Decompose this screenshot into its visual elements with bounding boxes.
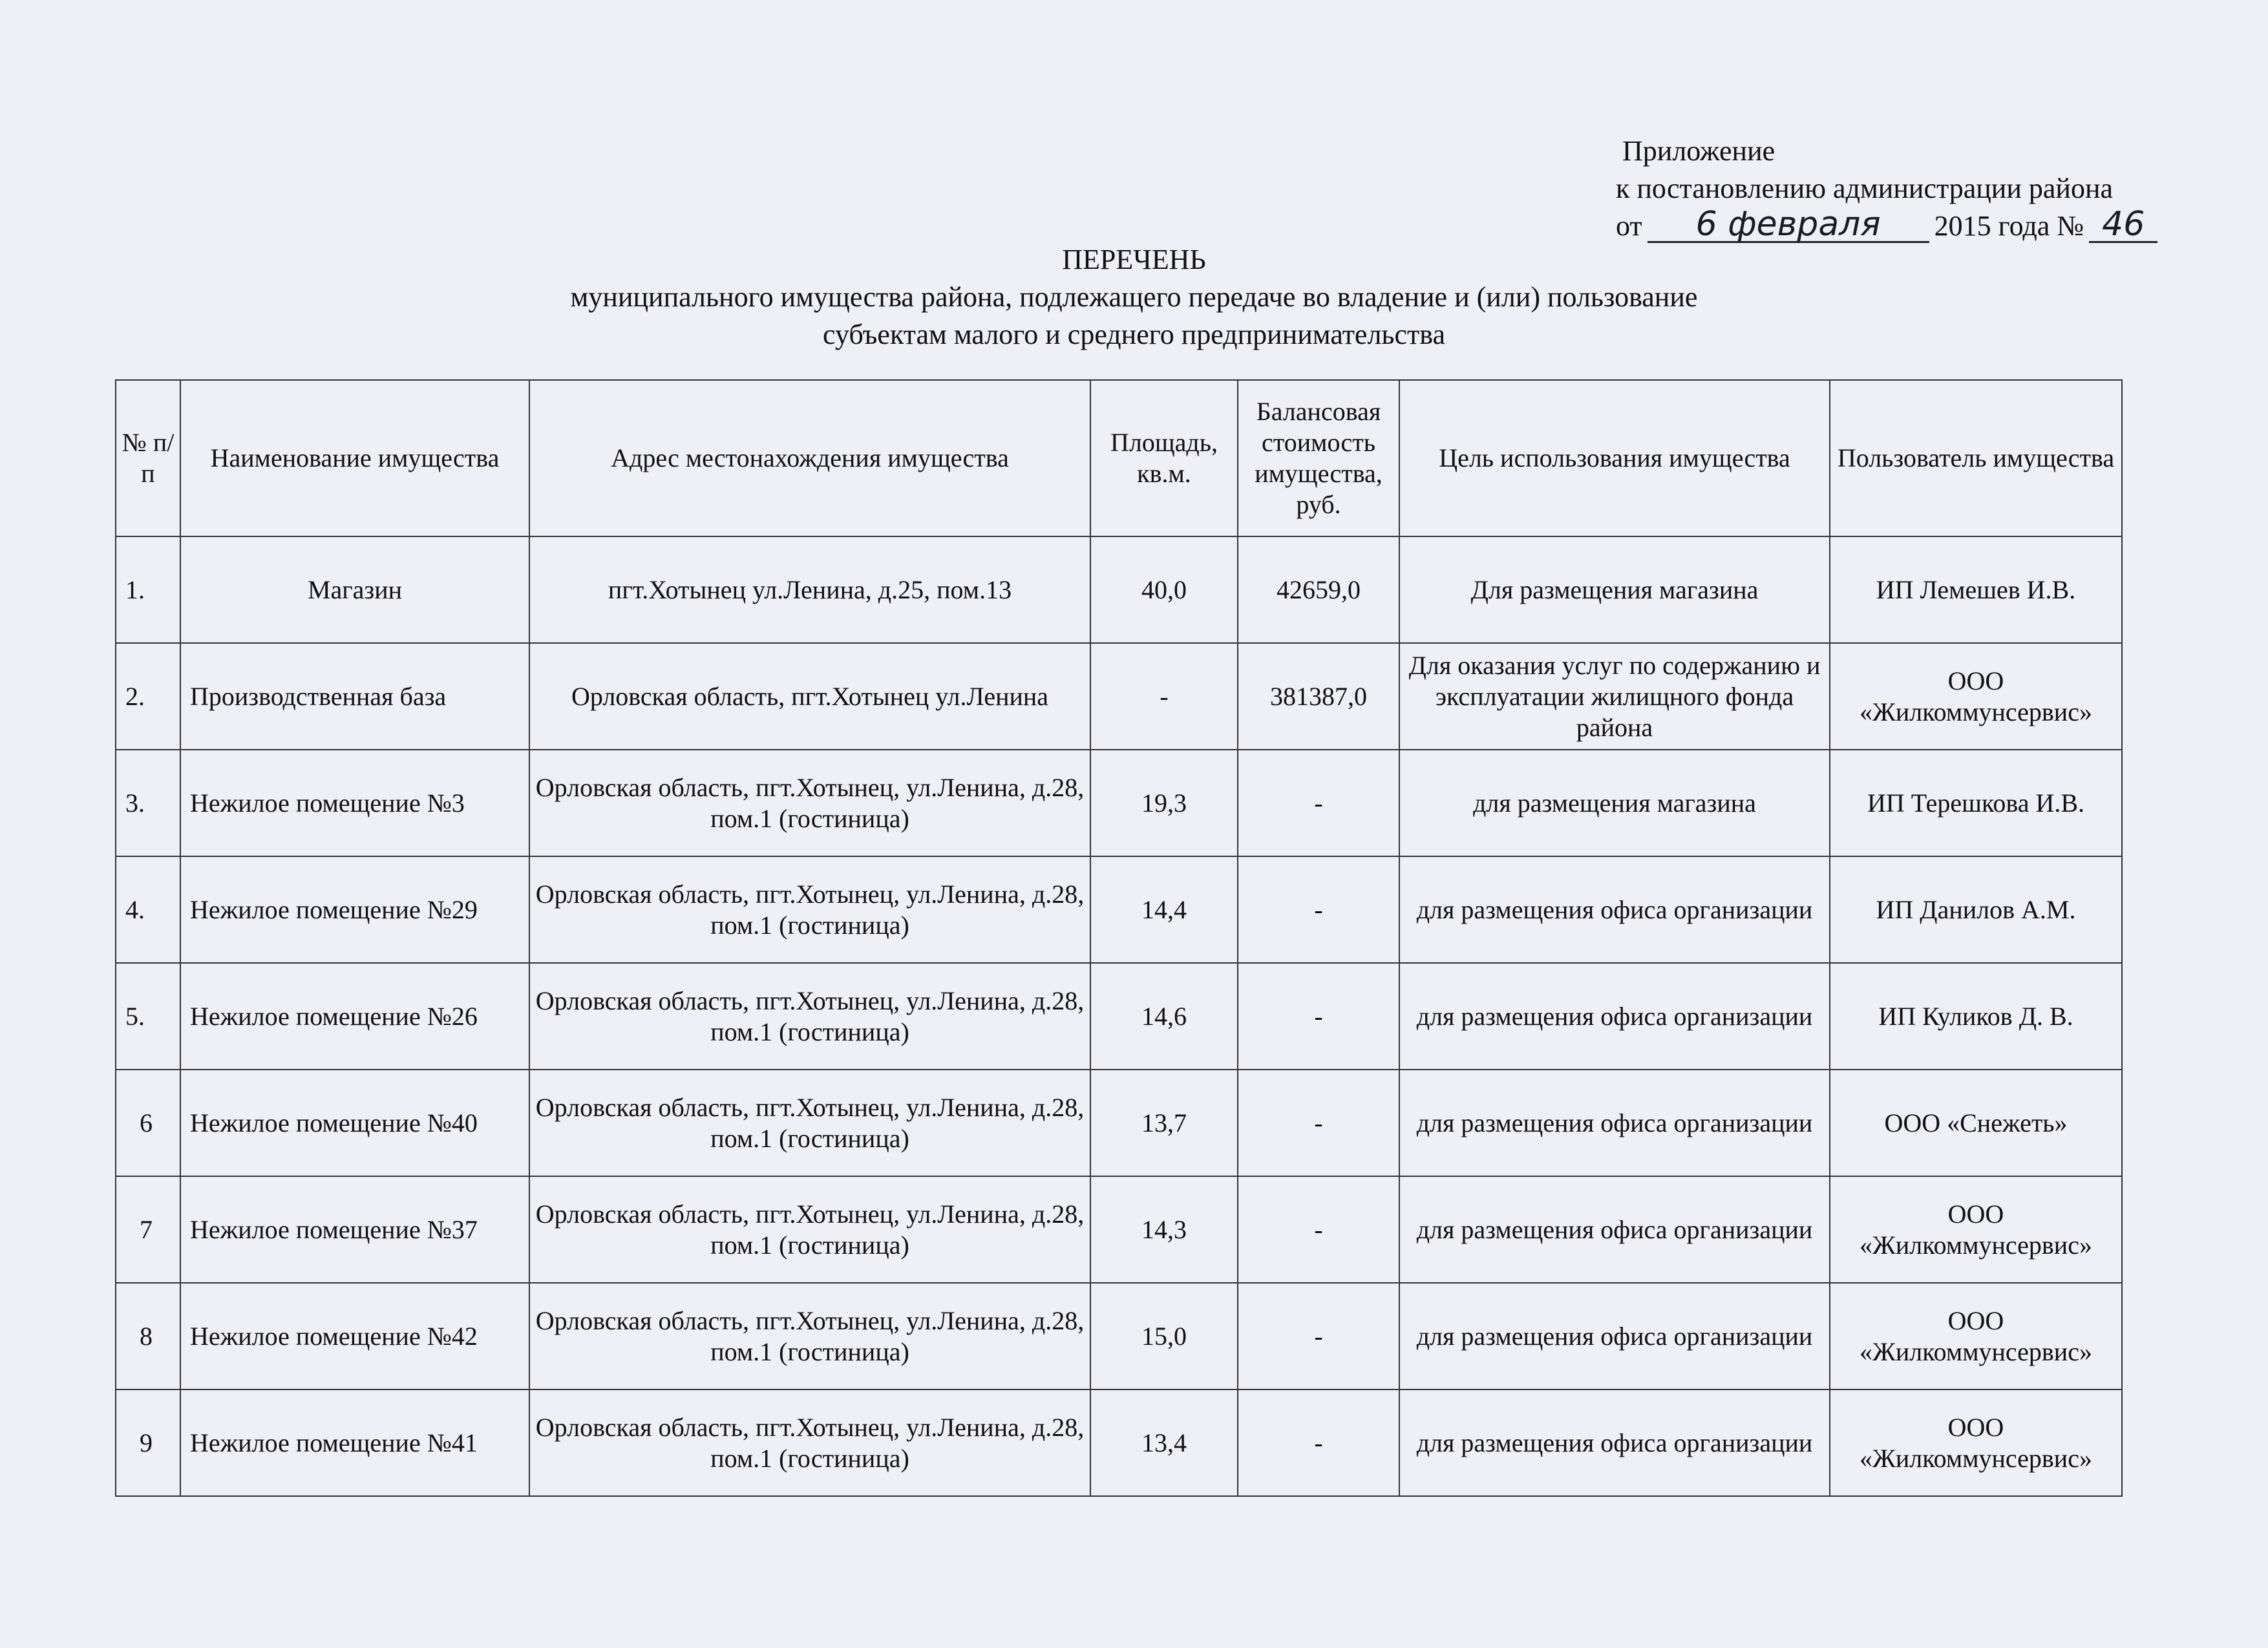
cell-cost: - — [1238, 750, 1399, 856]
cell-purpose: для размещения офиса организации — [1399, 963, 1830, 1070]
cell-purpose: для размещения офиса организации — [1399, 1283, 1830, 1389]
cell-name: Нежилое помещение №40 — [180, 1070, 529, 1176]
cell-user: ООО «Жилкоммунсервис» — [1830, 1283, 2122, 1389]
cell-cost: - — [1238, 963, 1399, 1070]
cell-user: ИП Лемешев И.В. — [1830, 536, 2122, 643]
cell-area: 13,7 — [1090, 1070, 1238, 1176]
appendix-date-line — [1616, 207, 2157, 245]
cell-address: Орловская область, пгт.Хотынец, ул.Ленина, д.28, пом.1 (гостиница) — [529, 1176, 1090, 1283]
cell-name: Нежилое помещение №29 — [180, 856, 529, 963]
cell-area: 40,0 — [1090, 536, 1238, 643]
cell-cost: - — [1238, 1176, 1399, 1283]
document-title — [0, 241, 2268, 354]
cell-name: Нежилое помещение №37 — [180, 1176, 529, 1283]
cell-user: ООО «Снежеть» — [1830, 1070, 2122, 1176]
cell-purpose: для размещения офиса организации — [1399, 1389, 1830, 1496]
header-purpose: Цель использования имущества — [1399, 380, 1830, 536]
cell-address: Орловская область, пгт.Хотынец, ул.Ленина, д.28, пом.1 (гостиница) — [529, 963, 1090, 1070]
appendix-block — [1616, 132, 2157, 245]
cell-cost: - — [1238, 1070, 1399, 1176]
cell-name: Магазин — [180, 536, 529, 643]
header-name: Наименование имущества — [180, 380, 529, 536]
cell-purpose: для размещения офиса организации — [1399, 856, 1830, 963]
header-num: № п/п — [116, 380, 180, 536]
table-row — [116, 1070, 2122, 1176]
cell-name: Нежилое помещение №42 — [180, 1283, 529, 1389]
cell-name: Нежилое помещение №3 — [180, 750, 529, 856]
cell-name: Нежилое помещение №26 — [180, 963, 529, 1070]
cell-name: Нежилое помещение №41 — [180, 1389, 529, 1496]
cell-purpose: для размещения офиса организации — [1399, 1070, 1830, 1176]
appendix-resolution: к постановлению администрации района — [1616, 173, 2114, 204]
header-area: Площадь, кв.м. — [1090, 380, 1238, 536]
table-row — [116, 1389, 2122, 1496]
cell-num: 7 — [116, 1176, 180, 1283]
cell-purpose: Для размещения магазина — [1399, 536, 1830, 643]
cell-purpose: для размещения офиса организации — [1399, 1176, 1830, 1283]
cell-area: 14,3 — [1090, 1176, 1238, 1283]
cell-area: - — [1090, 643, 1238, 750]
appendix-title: Приложение — [1622, 135, 1775, 167]
table-row — [116, 1283, 2122, 1389]
table-row — [116, 1176, 2122, 1283]
table-row — [116, 963, 2122, 1070]
cell-num: 3. — [116, 750, 180, 856]
cell-num: 5. — [116, 963, 180, 1070]
header-address: Адрес местонахождения имущества — [529, 380, 1090, 536]
title-line-1: ПЕРЕЧЕНЬ — [1062, 244, 1206, 275]
handwritten-date: 6 февраля — [1648, 207, 1929, 243]
cell-address: Орловская область, пгт.Хотынец, ул.Ленина, д.28, пом.1 (гостиница) — [529, 856, 1090, 963]
property-table — [115, 379, 2123, 1497]
cell-cost: 42659,0 — [1238, 536, 1399, 643]
cell-user: ООО «Жилкоммунсервис» — [1830, 1176, 2122, 1283]
cell-user: ИП Куликов Д. В. — [1830, 963, 2122, 1070]
cell-user: ИП Данилов А.М. — [1830, 856, 2122, 963]
cell-purpose: Для оказания услуг по содержанию и эксплуатации жилищного фонда района — [1399, 643, 1830, 750]
cell-address: пгт.Хотынец ул.Ленина, д.25, пом.13 — [529, 536, 1090, 643]
cell-cost: - — [1238, 1283, 1399, 1389]
cell-address: Орловская область, пгт.Хотынец, ул.Ленина, д.28, пом.1 (гостиница) — [529, 1283, 1090, 1389]
cell-user: ООО «Жилкоммунсервис» — [1830, 643, 2122, 750]
table-row — [116, 536, 2122, 643]
table-row — [116, 750, 2122, 856]
cell-cost: 381387,0 — [1238, 643, 1399, 750]
cell-address: Орловская область, пгт.Хотынец, ул.Ленина, д.28, пом.1 (гостиница) — [529, 750, 1090, 856]
cell-area: 15,0 — [1090, 1283, 1238, 1389]
cell-num: 2. — [116, 643, 180, 750]
from-label: от — [1616, 210, 1642, 242]
cell-num: 4. — [116, 856, 180, 963]
cell-num: 1. — [116, 536, 180, 643]
cell-address: Орловская область, пгт.Хотынец ул.Ленина — [529, 643, 1090, 750]
header-cost: Балансовая стоимость имущества, руб. — [1238, 380, 1399, 536]
cell-area: 14,4 — [1090, 856, 1238, 963]
cell-area: 19,3 — [1090, 750, 1238, 856]
title-line-2: муниципального имущества района, подлежащего передаче во владение и (или) пользование — [570, 281, 1698, 313]
cell-num: 6 — [116, 1070, 180, 1176]
year-text: 2015 года № — [1934, 210, 2084, 242]
header-user: Пользователь имущества — [1830, 380, 2122, 536]
cell-num: 9 — [116, 1389, 180, 1496]
table-header-row — [116, 380, 2122, 536]
table-row — [116, 643, 2122, 750]
cell-area: 14,6 — [1090, 963, 1238, 1070]
cell-num: 8 — [116, 1283, 180, 1389]
cell-user: ООО «Жилкоммунсервис» — [1830, 1389, 2122, 1496]
table-row — [116, 856, 2122, 963]
handwritten-number: 46 — [2089, 207, 2157, 243]
cell-area: 13,4 — [1090, 1389, 1238, 1496]
cell-name: Производственная база — [180, 643, 529, 750]
cell-cost: - — [1238, 856, 1399, 963]
title-line-3: субъектам малого и среднего предпринимательства — [823, 319, 1445, 350]
cell-address: Орловская область, пгт.Хотынец, ул.Ленина, д.28, пом.1 (гостиница) — [529, 1070, 1090, 1176]
cell-purpose: для размещения магазина — [1399, 750, 1830, 856]
cell-cost: - — [1238, 1389, 1399, 1496]
cell-address: Орловская область, пгт.Хотынец, ул.Ленина, д.28, пом.1 (гостиница) — [529, 1389, 1090, 1496]
cell-user: ИП Терешкова И.В. — [1830, 750, 2122, 856]
